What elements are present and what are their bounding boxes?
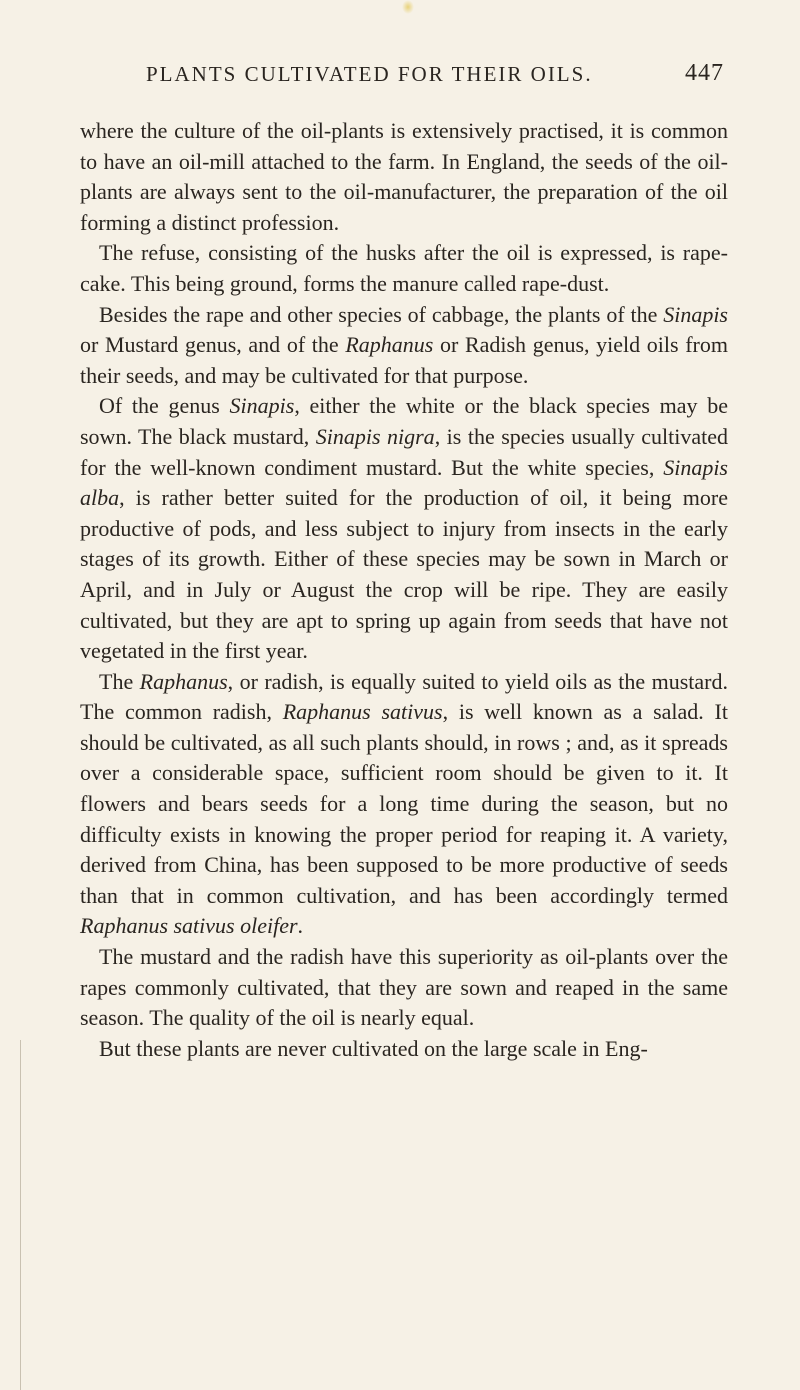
page-stain (402, 0, 414, 14)
binding-edge-mark (20, 1040, 21, 1390)
text-run: , is well known as a salad. It should be cultivated, as all such plants should, in rows ; and, as it spreads over a considerable space, sufficient room should be given to it. It flowers and bears seeds for a long time during the season, but no difficulty exists in knowing the proper period for reaping it. A variety, derived from China, has been supposed to be more productive of seeds than that in common cultivation, and has been accordingly termed (80, 699, 728, 908)
italic-term: Sinapis nigra (315, 423, 435, 449)
text-run: or Mustard genus, and of the (80, 332, 346, 358)
text-run: , is the species usually cultivated for the well-known condiment mustard. But the white species, (80, 423, 728, 480)
italic-term: Sinapis (229, 393, 295, 419)
paragraph (80, 942, 728, 1034)
italic-term: Sinapis (663, 301, 728, 327)
text-run: , is rather better suited for the production of oil, it being more productive of pods, and less subject to injury from insects in the early stages of its growth. Either of these species may be sown in March or April, and in July or August the crop will be ripe. They are easily cultivated, but they are apt to spring up again from seeds that have not vegetated in the first year. (80, 485, 728, 664)
paragraph (80, 238, 728, 299)
italic-term: Raphanus (345, 332, 434, 358)
page-number: 447 (685, 60, 724, 86)
italic-term: Raphanus sativus oleifer (80, 913, 298, 939)
body-text (80, 116, 728, 1064)
paragraph (80, 1034, 728, 1065)
text-run: , or radish, is equally suited to yield oils as the mustard. The common radish, (80, 668, 728, 725)
text-run: where the culture of the oil-plants is extensively practised, it is common to have an oil-mill attached to the farm. In England, the seeds of the oil-plants are always sent to the oil-manufacturer, the preparation of the oil forming a distinct profession. (80, 118, 728, 235)
paragraph (80, 116, 728, 238)
paragraph (80, 391, 728, 666)
running-title: PLANTS CULTIVATED FOR THEIR OILS. (146, 62, 593, 86)
text-run: Besides the rape and other species of cabbage, the plants of the (99, 301, 664, 327)
text-run: , either the white or the black species may be sown. The black mustard, (80, 393, 728, 449)
italic-term: Raphanus (139, 668, 228, 694)
text-run: Of the genus (99, 393, 230, 419)
text-run: The refuse, consisting of the husks after the oil is expressed, is rape-cake. This being ground, forms the manure called rape-dust. (80, 240, 728, 296)
text-run: The mustard and the radish have this superiority as oil-plants over the rapes commonly cultivated, that they are sown and reaped in the same season. The quality of the oil is nearly equal. (80, 944, 728, 1031)
paragraph (80, 667, 728, 942)
text-run: The (99, 668, 140, 694)
text-run: or Radish genus, yield oils from their seeds, and may be cultivated for that purpose. (80, 332, 728, 388)
italic-term: Sinapis alba (80, 454, 728, 511)
text-run: But these plants are never cultivated on the large scale in Eng- (99, 1035, 648, 1061)
running-header (146, 62, 724, 92)
paragraph (80, 300, 728, 392)
text-run: . (297, 913, 304, 939)
italic-term: Raphanus sativus (282, 699, 443, 725)
